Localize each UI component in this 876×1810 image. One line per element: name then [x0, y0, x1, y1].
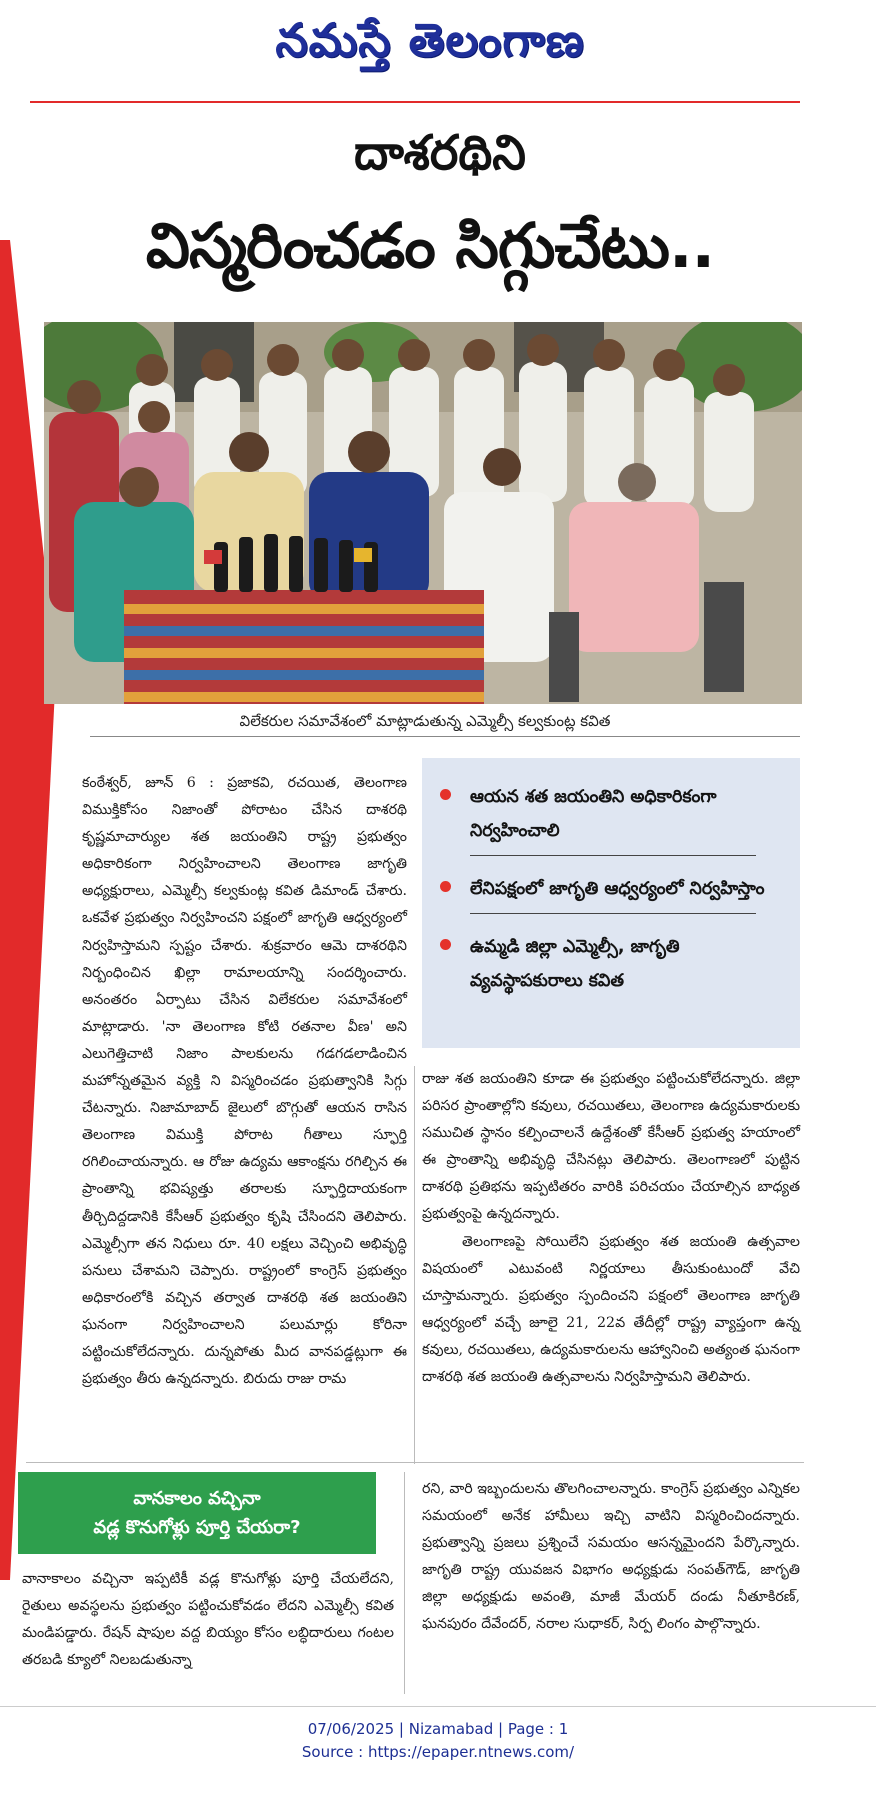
highlight-divider [470, 913, 756, 914]
bullet-icon [440, 789, 451, 800]
section-divider [26, 1462, 804, 1463]
footer-divider [0, 1706, 876, 1707]
footer [0, 1718, 876, 1764]
article-right-text-1: రాజు శత జయంతిని కూడా ఈ ప్రభుత్వం పట్టించుకోలేదన్నారు. జిల్లా పరిసర ప్రాంతాల్లోని కవులు, రచయితలు, తెలంగాణ ఉద్యమకారులకు సముచిత స్థానం కల్పించాలనే ఉద్దేశంతో కేసీఆర్ ప్రభుత్వ హయాంలో ఈ ప్రాంతాన్ని అభివృద్ధి చేసినట్లు తెలిపారు. తెలంగాణలో పుట్టిన దాశరథి ప్రతిభను ఇప్పటితరం వారికి పరిచయం చేయాల్సిన బాధ్యత ప్రభుత్వంపై ఉన్నదన్నారు. [422, 1071, 800, 1223]
newspaper-logo: నమస్తే తెలంగాణ [275, 13, 585, 67]
sidebar-headline-box [18, 1472, 376, 1554]
highlights-box [422, 758, 800, 1048]
article-right-column [422, 1066, 800, 1391]
highlight-item [440, 780, 776, 848]
masthead [0, 0, 876, 90]
bullet-icon [440, 939, 451, 950]
article-left-column [82, 770, 407, 1393]
sidebar-headline-line-2: వడ్ల కొనుగోళ్లు పూర్తి చేయరా? [93, 1517, 301, 1538]
footer-source-link[interactable]: Source : https://epaper.ntnews.com/ [301, 1743, 575, 1761]
article-right-text-2: తెలంగాణపై సోయిలేని ప్రభుత్వం శత జయంతి ఉత్సవాల విషయంలో ఎటువంటి నిర్ణయాలు తీసుకుంటుందో వేచి చూస్తామన్నారు. ప్రభుత్వం స్పందించని పక్షంలో తెలంగాణ జాగృతి ఆధ్వర్యంలో వచ్చే జూలై 21, 22వ తేదీల్లో రాష్ట్ర వ్యాప్తంగా ఉన్న కవులు, రచయితలు, ఉద్యమకారులను ఆహ్వానించి అత్యంత ఘనంగా దాశరథి శత జయంతి ఉత్సవాలను నిర్వహిస్తామని తెలిపారు. [422, 1233, 800, 1386]
headline-line-1: దాశరథిని [354, 125, 526, 181]
sidebar-story-left [22, 1566, 394, 1674]
headline-line-2: విస్మరించడం సిగ్గుచేటు.. [145, 209, 715, 282]
highlight-text: ఆయన శత జయంతిని అధికారికంగా నిర్వహించాలి [470, 787, 717, 841]
highlight-text: లేనిపక్షంలో జాగృతి ఆధ్వర్యంలో నిర్వహిస్తాం [470, 879, 765, 899]
photo-illustration [44, 322, 802, 704]
column-divider [414, 1066, 415, 1464]
sidebar-story-text-right: రని, వారి ఇబ్బందులను తొలగించాలన్నారు. కాంగ్రెస్ ప్రభుత్వం ఎన్నికల సమయంలో అనేక హామీలు ఇచ్చి వాటిని విస్మరించిందన్నారు. ప్రభుత్వాన్ని ప్రజలు ప్రశ్నించే సమయం ఆసన్నమైందని పేర్కొన్నారు. జాగృతి రాష్ట్ర యువజన విభాగం అధ్యక్షుడు సంపత్‌గౌడ్, జాగృతి జిల్లా అధ్యక్షుడు అవంతి, మాజీ మేయర్ దండు నీతూకిరణ్, ఘనపురం దేవేందర్, నరాల సుధాకర్, సిర్ప లింగం పాల్గొన్నారు. [422, 1481, 800, 1633]
highlight-divider [470, 855, 756, 856]
sidebar-column-divider [404, 1472, 405, 1694]
sidebar-headline-line-1: వానకాలం వచ్చినా [133, 1488, 261, 1509]
masthead-divider [30, 101, 800, 103]
press-meet-photo [44, 322, 802, 704]
sidebar-story-text-left: వానాకాలం వచ్చినా ఇప్పటికీ వడ్ల కొనుగోళ్లు పూర్తి చేయలేదని, రైతులు అవస్థలను ప్రభుత్వం పట్టించుకోవడం లేదని ఎమ్మెల్సీ కవిత మండిపడ్డారు. రేషన్ షాపుల వద్ద బియ్యం కోసం లబ్ధిదారులు గంటల తరబడి క్యూలో నిలబడుతున్నా [22, 1571, 394, 1669]
footer-date-edition: 07/06/2025 | Nizamabad | Page : 1 [307, 1720, 569, 1738]
sidebar-story-right [422, 1476, 800, 1639]
photo-caption: విలేకరుల సమావేశంలో మాట్లాడుతున్న ఎమ్మెల్సీ కల్వకుంట్ల కవిత [239, 712, 611, 730]
caption-divider [90, 736, 800, 737]
article-left-text: కంఠేశ్వర్, జూన్ 6 : ప్రజాకవి, రచయిత, తెలంగాణ విముక్తికోసం నిజాంతో పోరాటం చేసిన దాశరథి కృష్ణమాచార్యుల శత జయంతిని రాష్ట్ర ప్రభుత్వం అధికారికంగా నిర్వహించాలని తెలంగాణ జాగృతి అధ్యక్షురాలు, ఎమ్మెల్సీ కల్వకుంట్ల కవిత డిమాండ్ చేశారు. ఒకవేళ ప్రభుత్వం నిర్వహించని పక్షంలో జాగృతి ఆధ్వర్యంలో నిర్వహిస్తామని స్పష్టం చేశారు. శుక్రవారం ఆమె దాశరథిని నిర్బంధించిన ఖిల్లా రామాలయాన్ని సందర్శించారు. అనంతరం ఏర్పాటు చేసిన విలేకరుల సమావేశంలో మాట్లాడారు. 'నా తెలంగాణ కోటి రతనాల వీణ' అని ఎలుగెత్తిచాటి నిజాం పాలకులను గడగడలాడించిన మహోన్నతమైన వ్యక్తి ని విస్మరించడం ప్రభుత్వానికి సిగ్గు చేటన్నారు. నిజామాబాద్ జైలులో బొగ్గుతో ఆయన రాసిన తెలంగాణ విముక్తి పోరాట గీతాలు స్ఫూర్తి రగిలించాయన్నారు. ఆ రోజు ఉద్యమ ఆకాంక్షను రగిల్చిన ఈ ప్రాంతాన్ని భవిష్యత్తు తరాలకు స్ఫూర్తిదాయకంగా తీర్చిదిద్దడానికి కేసీఆర్ ప్రభుత్వం కృషి చేసిందని తెలిపారు. ఎమ్మెల్సీగా తన నిధులు రూ. 40 లక్షలు వెచ్చించి అభివృద్ధి పనులు చేశామని చెప్పారు. రాష్ట్రంలో కాంగ్రెస్ ప్రభుత్వం అధికారంలోకి వచ్చిన తర్వాత దాశరథి శత జయంతిని ఘనంగా నిర్వహించాలని పలుమార్లు కోరినా పట్టించుకోలేదన్నారు. దున్నపోతు మీద వానపడ్డట్లుగా ఈ ప్రభుత్వం తీరు ఉన్నదన్నారు. బిరుదు రాజు రామ [82, 775, 407, 1388]
highlight-item [440, 872, 776, 906]
highlight-text: ఉమ్మడి జిల్లా ఎమ్మెల్సీ, జాగృతి వ్యవస్థాపకురాలు కవిత [470, 937, 680, 991]
highlight-item [440, 930, 776, 998]
bullet-icon [440, 881, 451, 892]
